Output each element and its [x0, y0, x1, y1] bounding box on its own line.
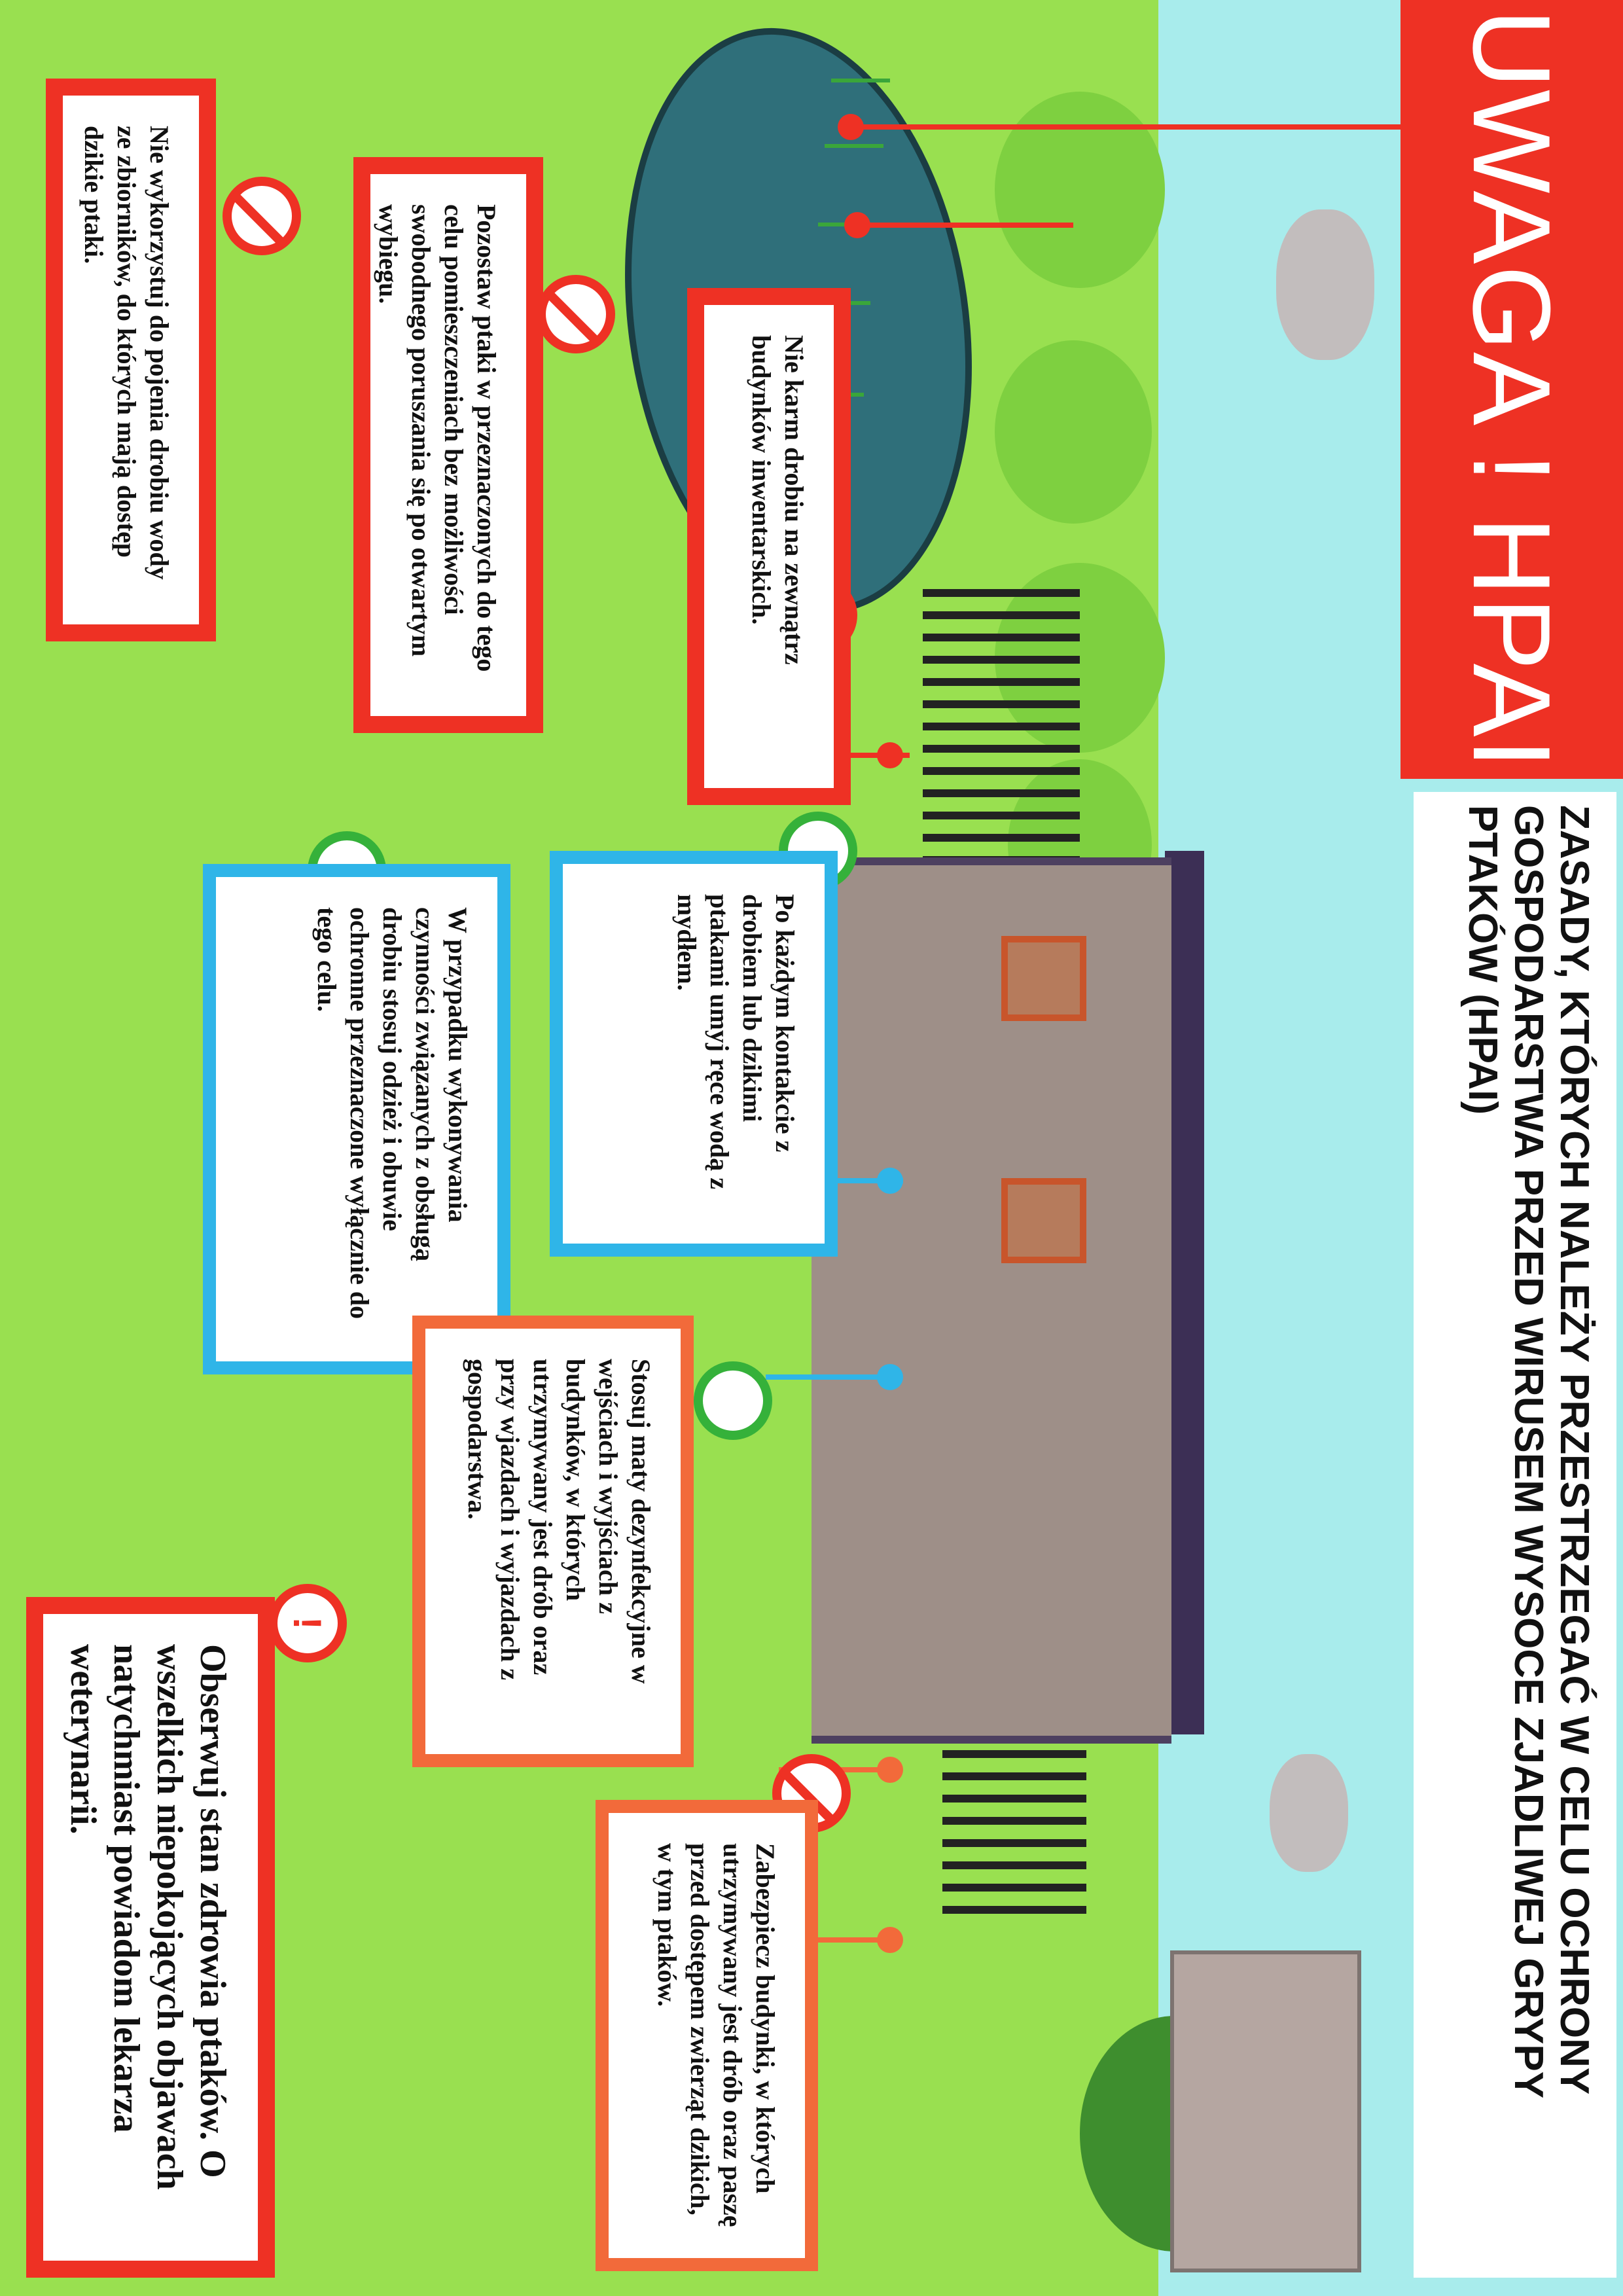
no-duck-icon — [537, 275, 615, 353]
reed-illustration — [831, 79, 890, 82]
tree-illustration — [995, 340, 1152, 524]
card-mats-text: Stosuj maty dezynfekcyjne w wejściach i wyjściach z budynków, w których utrzymywany jest drób oraz przy wjazdach i wyjazdach z gospodarstwa. — [463, 1359, 656, 1684]
barn-window — [1001, 936, 1086, 1021]
card-feeding — [687, 288, 851, 805]
fence-illustration — [942, 1728, 1086, 1924]
card-feeding-text: Nie karm drobiu na zewnątrz budynków inwentarskich. — [747, 335, 809, 665]
connector-dot — [877, 1757, 903, 1783]
card-indoors-text: Pozostaw ptaki w przeznaczonych do tego celu pomieszczeniach bez możliwości swobodnego poruszania się po otwartym wybiegu. — [374, 204, 501, 672]
disinfection-mat-icon — [694, 1361, 772, 1440]
fence-illustration — [923, 589, 1080, 864]
connector-dot — [877, 1927, 903, 1953]
connector-dot — [877, 742, 903, 768]
card-observe — [26, 1597, 275, 2278]
page-title: UWAGA ! HPAI — [1450, 9, 1574, 770]
warning-exclamation-icon: ! — [268, 1584, 347, 1662]
card-water-text: Nie wykorzystuj do pojenia drobiu wody ze zbiorników, do których mają dostęp dzikie ptaki. — [79, 126, 174, 580]
card-clothing — [203, 864, 510, 1374]
card-washing — [550, 851, 838, 1257]
card-washing-text: Po każdym kontakcie z drobiem lub dzikimi ptakami umyj ręce wodą z mydłem. — [672, 894, 800, 1190]
no-water-bowl-icon — [223, 177, 301, 255]
cloud-illustration — [1270, 1754, 1348, 1872]
card-observe-text: Obserwuj stan zdrowia ptaków. O wszelkich niepokojących objawach natychmiast powiadom lekarza weterynarii. — [63, 1644, 233, 2190]
reed-illustration — [825, 144, 883, 148]
silo-illustration — [1170, 1950, 1361, 2272]
card-clothing-text: W przypadku wykonywania czynności związanych z obsługą drobiu stosuj odzież i obuwie ochronne przeznaczone wyłącznie do tego celu. — [312, 907, 473, 1319]
card-mats — [412, 1316, 694, 1767]
card-secure — [596, 1800, 818, 2271]
card-secure-text: Zabezpiecz budynki, w których utrzymywany jest drób oraz paszę przed dostępem zwierząt dzikich, w tym ptaków. — [652, 1843, 780, 2227]
connector-dot — [877, 1364, 903, 1390]
tree-illustration — [995, 92, 1165, 288]
barn-illustration — [812, 857, 1171, 1744]
connector-line — [857, 223, 1073, 228]
connector-dot — [877, 1168, 903, 1194]
connector-dot — [838, 114, 864, 140]
barn-window — [1001, 1178, 1086, 1263]
card-indoors — [353, 157, 543, 733]
connector-dot — [844, 212, 870, 238]
card-water — [46, 79, 216, 641]
page-subtitle: ZASADY, KTÓRYCH NALEŻY PRZESTRZEGAĆ W CELU OCHRONY GOSPODARSTWA PRZED WIRUSEM WYSOCE ZJADLIWEJ GRYPY PTAKÓW (HPAI) — [1460, 805, 1597, 2098]
cloud-illustration — [1276, 209, 1374, 360]
connector-line — [851, 124, 1400, 130]
